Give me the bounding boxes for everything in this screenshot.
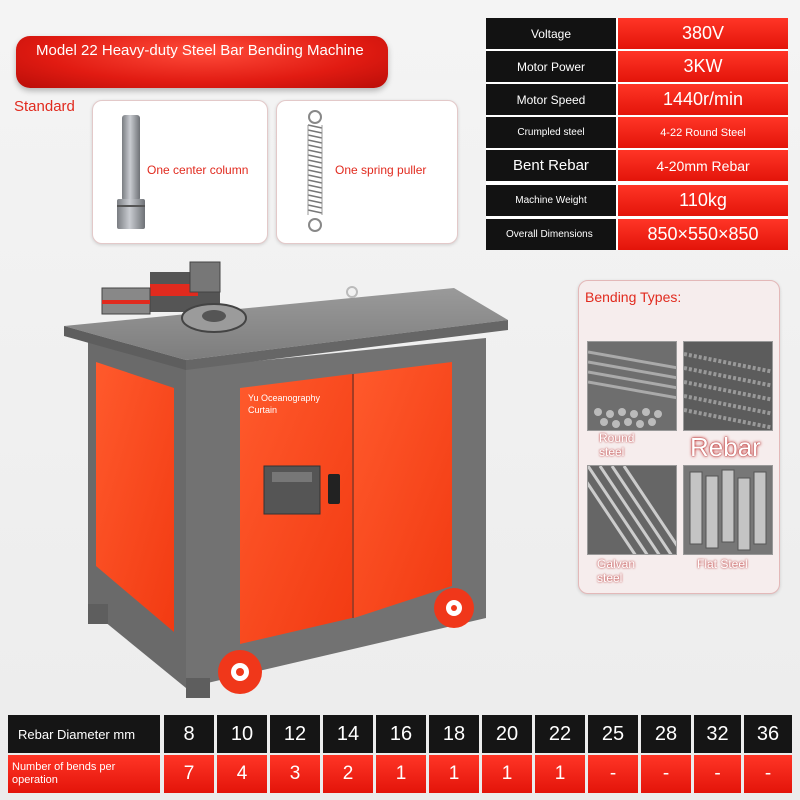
spec-value: 110kg bbox=[618, 185, 788, 216]
spec-value: 1440r/min bbox=[618, 84, 788, 115]
standard-label: Standard bbox=[14, 98, 75, 115]
diameter-cell: 18 bbox=[429, 715, 479, 753]
diameter-cell: 36 bbox=[744, 715, 792, 753]
bends-cell: 1 bbox=[429, 755, 479, 793]
flat-steel-icon bbox=[684, 466, 773, 555]
bends-cell: 7 bbox=[164, 755, 214, 793]
bending-machine-image bbox=[58, 248, 512, 708]
bends-cell: - bbox=[744, 755, 792, 793]
accessory-card-spring-puller bbox=[276, 100, 458, 244]
rebar-icon bbox=[684, 342, 773, 431]
bending-type-label: Galvan steel bbox=[597, 557, 636, 585]
diameter-cell: 32 bbox=[694, 715, 741, 753]
bending-type-label: Flat Steel bbox=[697, 557, 748, 571]
spec-label: Overall Dimensions bbox=[486, 219, 616, 250]
accessory-card-center-column bbox=[92, 100, 268, 244]
bends-cell: 2 bbox=[323, 755, 373, 793]
bends-cell: 1 bbox=[482, 755, 532, 793]
diameter-cell: 28 bbox=[641, 715, 691, 753]
diameter-cell: 8 bbox=[164, 715, 214, 753]
bends-cell: 1 bbox=[376, 755, 426, 793]
accessory-label: One spring puller bbox=[335, 163, 427, 177]
spec-label: Voltage bbox=[486, 18, 616, 49]
galvan-steel-icon bbox=[588, 466, 677, 555]
spec-row-motor-power bbox=[486, 51, 788, 82]
watermark-text: Yu Oceanography Curtain bbox=[248, 393, 321, 415]
spec-label: Machine Weight bbox=[486, 185, 616, 216]
bends-cell: - bbox=[641, 755, 691, 793]
spec-row-bent-rebar bbox=[486, 150, 788, 181]
spec-table bbox=[486, 18, 788, 250]
spec-row-voltage bbox=[486, 18, 788, 49]
spec-label: Motor Speed bbox=[486, 84, 616, 115]
bending-type-label: Round steel bbox=[599, 431, 635, 459]
flat-steel-image bbox=[683, 465, 773, 555]
bends-header: Number of bends per operation bbox=[8, 755, 160, 793]
bends-cell: - bbox=[694, 755, 741, 793]
spec-label: Motor Power bbox=[486, 51, 616, 82]
diameter-header: Rebar Diameter mm bbox=[8, 715, 160, 753]
diameter-cell: 14 bbox=[323, 715, 373, 753]
spec-value: 380V bbox=[618, 18, 788, 49]
bends-cell: - bbox=[588, 755, 638, 793]
bends-cell: 3 bbox=[270, 755, 320, 793]
rebar-image bbox=[683, 341, 773, 431]
diameter-cell: 16 bbox=[376, 715, 426, 753]
diameter-cell: 25 bbox=[588, 715, 638, 753]
spec-value: 4-20mm Rebar bbox=[618, 150, 788, 181]
spec-value: 3KW bbox=[618, 51, 788, 82]
galvan-steel-image bbox=[587, 465, 677, 555]
round-steel-image bbox=[587, 341, 677, 431]
bends-cell: 4 bbox=[217, 755, 267, 793]
round-steel-icon bbox=[588, 342, 677, 431]
diameter-cell: 22 bbox=[535, 715, 585, 753]
spec-value: 4-22 Round Steel bbox=[618, 117, 788, 148]
accessory-label: One center column bbox=[147, 163, 249, 177]
spec-row-motor-speed bbox=[486, 84, 788, 115]
diameter-cell: 10 bbox=[217, 715, 267, 753]
spec-row-overall-dimensions bbox=[486, 219, 788, 250]
spec-row-machine-weight bbox=[486, 185, 788, 216]
bending-type-label-rebar: Rebar bbox=[690, 432, 761, 462]
bends-cell: 1 bbox=[535, 755, 585, 793]
spec-label: Bent Rebar bbox=[486, 150, 616, 181]
title-banner bbox=[16, 36, 388, 88]
bends-table bbox=[8, 715, 792, 793]
diameter-cell: 12 bbox=[270, 715, 320, 753]
diameter-cell: 20 bbox=[482, 715, 532, 753]
spec-label: Crumpled steel bbox=[486, 117, 616, 148]
spec-row-crumpled-steel bbox=[486, 117, 788, 148]
page-title: Model 22 Heavy-duty Steel Bar Bending Machine bbox=[36, 41, 364, 59]
spec-value: 850×550×850 bbox=[618, 219, 788, 250]
bending-types-title: Bending Types: bbox=[585, 289, 682, 305]
